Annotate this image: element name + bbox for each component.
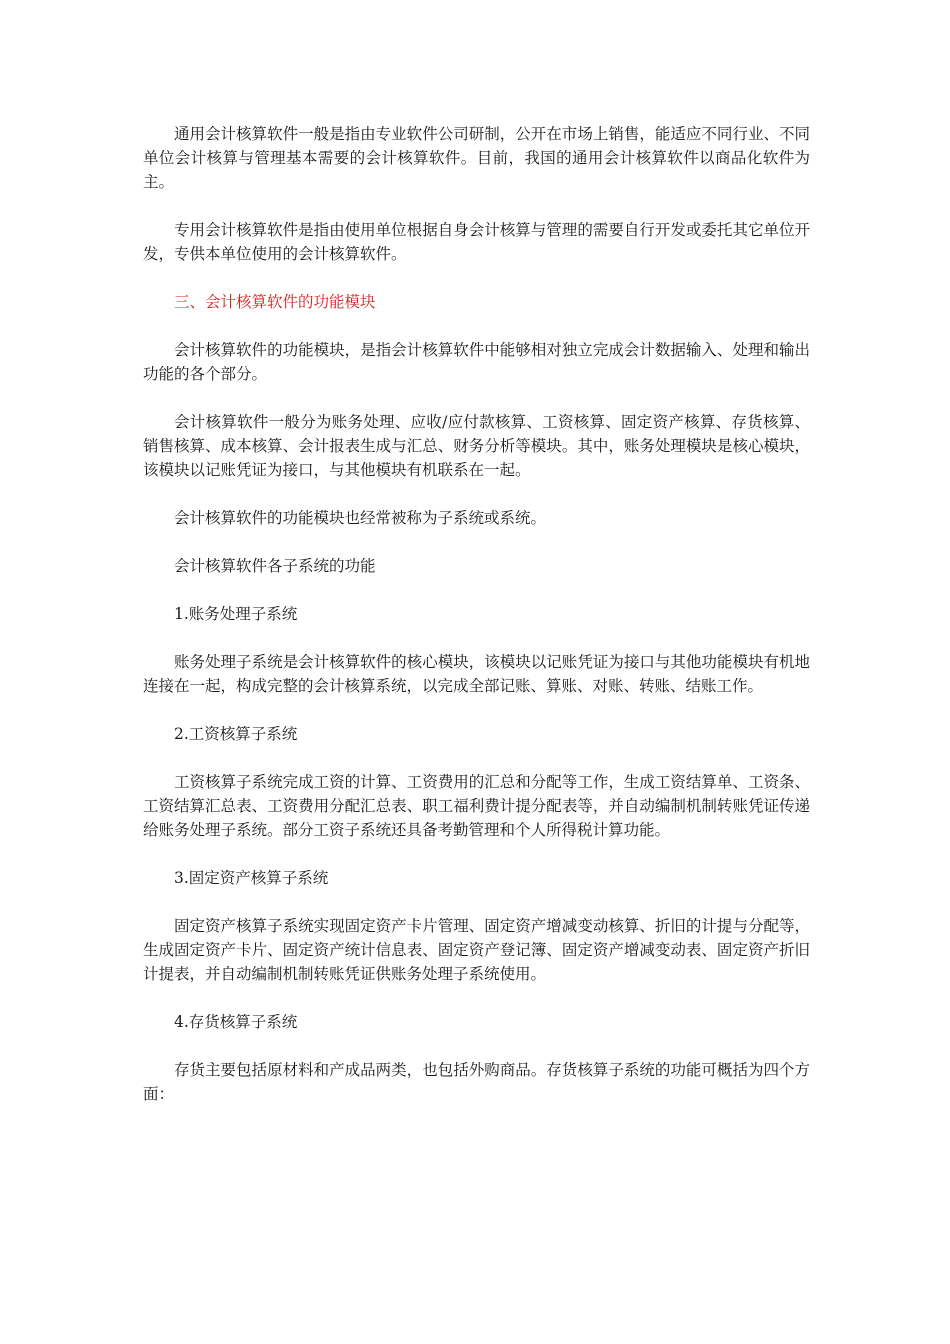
subsection-title: 1.账务处理子系统	[174, 605, 298, 623]
paragraph: 专用会计核算软件是指由使用单位根据自身会计核算与管理的需要自行开发或委托其它单位开发，专供本单位使用的会计核算软件。	[143, 221, 810, 263]
paragraph: 会计核算软件一般分为账务处理、应收/应付款核算、工资核算、固定资产核算、存货核算、销售核算、成本核算、会计报表生成与汇总、财务分析等模块。其中，账务处理模块是核心模块，该模块以记账凭证为接口，与其他模块有机联系在一起。	[143, 413, 810, 479]
paragraph: 工资核算子系统完成工资的计算、工资费用的汇总和分配等工作，生成工资结算单、工资条、工资结算汇总表、工资费用分配汇总表、职工福利费计提分配表等，并自动编制机制转账凭证传递给账务处理子系统。部分工资子系统还具备考勤管理和个人所得税计算功能。	[143, 773, 810, 839]
subsection-title: 4.存货核算子系统	[174, 1013, 298, 1031]
paragraph: 会计核算软件的功能模块也经常被称为子系统或系统。	[174, 509, 547, 527]
paragraph: 账务处理子系统是会计核算软件的核心模块，该模块以记账凭证为接口与其他功能模块有机地连接在一起，构成完整的会计核算系统，以完成全部记账、算账、对账、转账、结账工作。	[143, 653, 810, 695]
paragraph: 会计核算软件的功能模块，是指会计核算软件中能够相对独立完成会计数据输入、处理和输出功能的各个部分。	[143, 341, 810, 383]
paragraph: 通用会计核算软件一般是指由专业软件公司研制，公开在市场上销售，能适应不同行业、不同单位会计核算与管理基本需要的会计核算软件。目前，我国的通用会计核算软件以商品化软件为主。	[143, 125, 810, 191]
paragraph: 固定资产核算子系统实现固定资产卡片管理、固定资产增减变动核算、折旧的计提与分配等，生成固定资产卡片、固定资产统计信息表、固定资产登记簿、固定资产增减变动表、固定资产折旧计提表，并自动编制机制转账凭证供账务处理子系统使用。	[143, 917, 810, 983]
paragraph: 存货主要包括原材料和产成品两类，也包括外购商品。存货核算子系统的功能可概括为四个方面：	[143, 1061, 810, 1103]
document-body	[143, 122, 810, 1130]
section-heading: 三、会计核算软件的功能模块	[174, 293, 376, 311]
subsection-title: 2.工资核算子系统	[174, 725, 298, 743]
subsection-title: 3.固定资产核算子系统	[174, 869, 329, 887]
paragraph: 会计核算软件各子系统的功能	[174, 557, 376, 575]
